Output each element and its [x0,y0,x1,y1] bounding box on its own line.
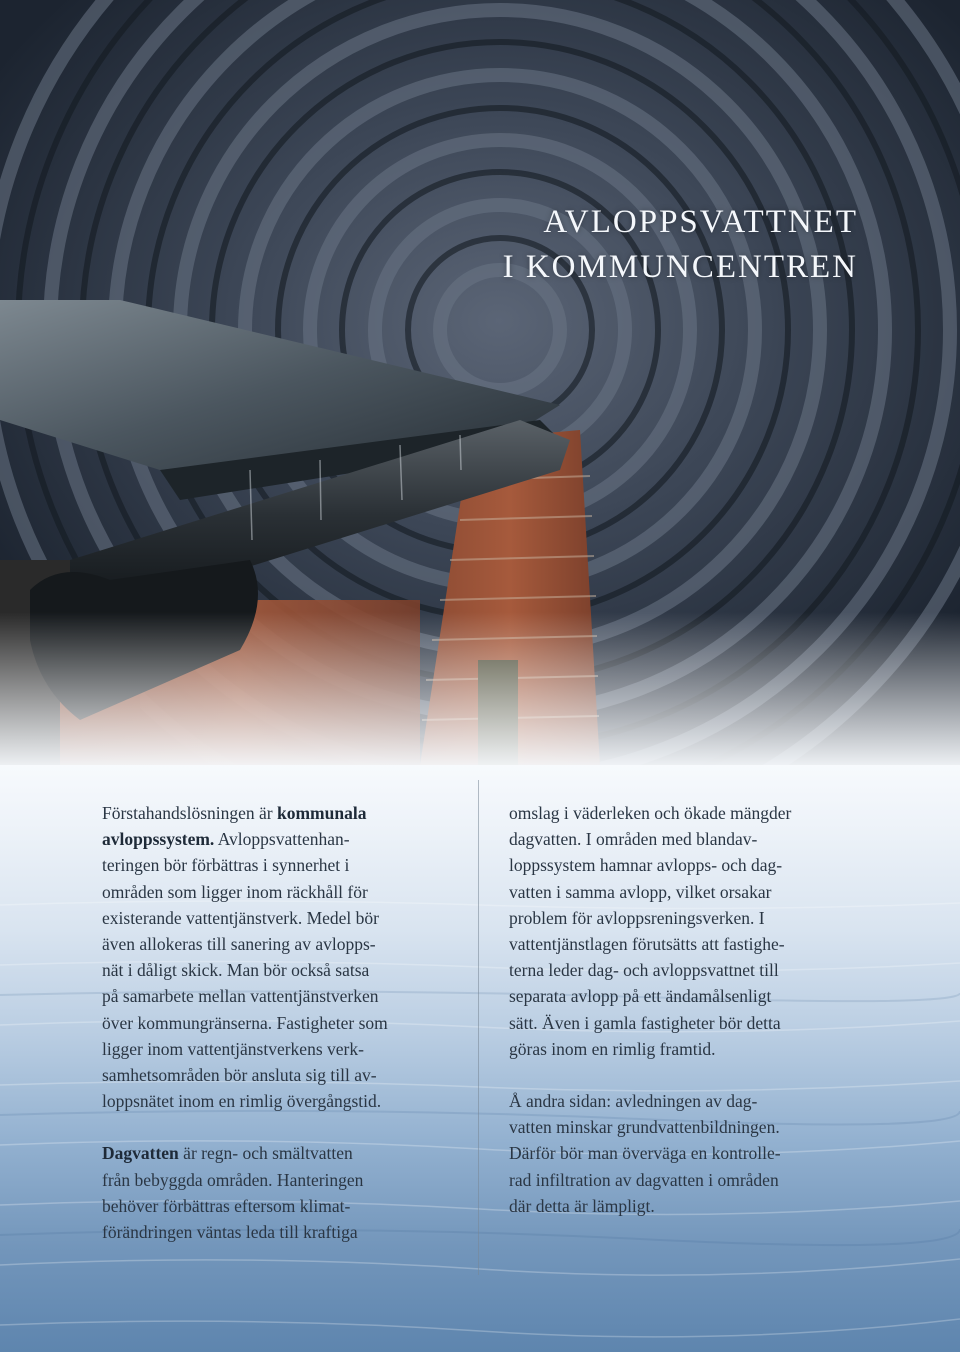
text-line: Därför bör man överväga en kontrolle- [509,1143,781,1164]
paragraph-sewer-system [102,800,462,1114]
text-line: på samarbete mellan vattentjänstverken [102,986,379,1007]
text-line: nät i dåligt skick. Man bör också satsa [102,960,370,981]
text-line: vatten minskar grundvattenbildningen. [509,1117,780,1138]
text-line [102,1140,462,1166]
text-line [102,826,462,852]
column-divider [478,780,479,1275]
left-column [102,800,462,1245]
text-run: är regn- och smältvatten [178,1143,353,1164]
text-line: områden som ligger inom räckhåll för [102,881,368,902]
text-line: separata avlopp på ett ändamålsenligt [509,986,772,1007]
text-line: vattentjänstlagen förutsätts att fastighe- [509,934,785,955]
title-line-2: I KOMMUNCENTREN [502,249,858,285]
bold-term: Dagvatten [102,1143,179,1164]
text-line: ligger inom vattentjänstverkens verk- [102,1038,364,1059]
text-line [102,800,462,826]
paragraph-stormwater [102,1140,462,1245]
text-line: där detta är lämpligt. [509,1195,655,1216]
page-title [503,200,858,290]
right-column [509,800,869,1219]
text-line: loppssystem hamnar avlopps- och dag- [509,855,783,876]
text-line: behöver förbättras eftersom klimat- [102,1195,351,1216]
text-line: vatten i samma avlopp, vilket orsakar [509,881,772,902]
bold-term: kommunala [276,803,367,823]
text-line: problem för avloppsreningsverken. I [509,907,765,928]
text-run: Avloppsvattenhan- [214,829,350,850]
text-line: rad infiltration av dagvatten i områden [509,1169,779,1190]
text-line: förändringen väntas leda till kraftiga [102,1222,358,1243]
text-line: terna leder dag- och avloppsvattnet till [509,960,779,981]
text-line: omslag i väderleken och ökade mängder [509,803,792,823]
text-line: från bebyggda områden. Hanteringen [102,1169,364,1190]
paragraph-infiltration [509,1088,869,1219]
bold-term: avloppssystem. [102,829,215,850]
text-line: loppsnätet inom en rimlig övergångstid. [102,1091,382,1112]
paragraph-climate-change [509,800,869,1062]
text-run: Förstahandslösningen är [102,803,277,823]
text-line: även allokeras till sanering av avlopps- [102,934,376,955]
text-line: existerande vattentjänstverk. Medel bör [102,907,379,928]
title-line-1: AVLOPPSVATTNET [543,204,858,240]
text-line: Å andra sidan: avledningen av dag- [509,1091,758,1112]
text-line: sätt. Även i gamla fastigheter bör detta [509,1012,781,1033]
text-line: dagvatten. I områden med blandav- [509,829,758,850]
text-line: över kommungränserna. Fastigheter som [102,1012,388,1033]
text-line: samhetsområden bör ansluta sig till av- [102,1065,377,1086]
text-line: teringen bör förbättras i synnerhet i [102,855,350,876]
text-line: göras inom en rimlig framtid. [509,1038,716,1059]
